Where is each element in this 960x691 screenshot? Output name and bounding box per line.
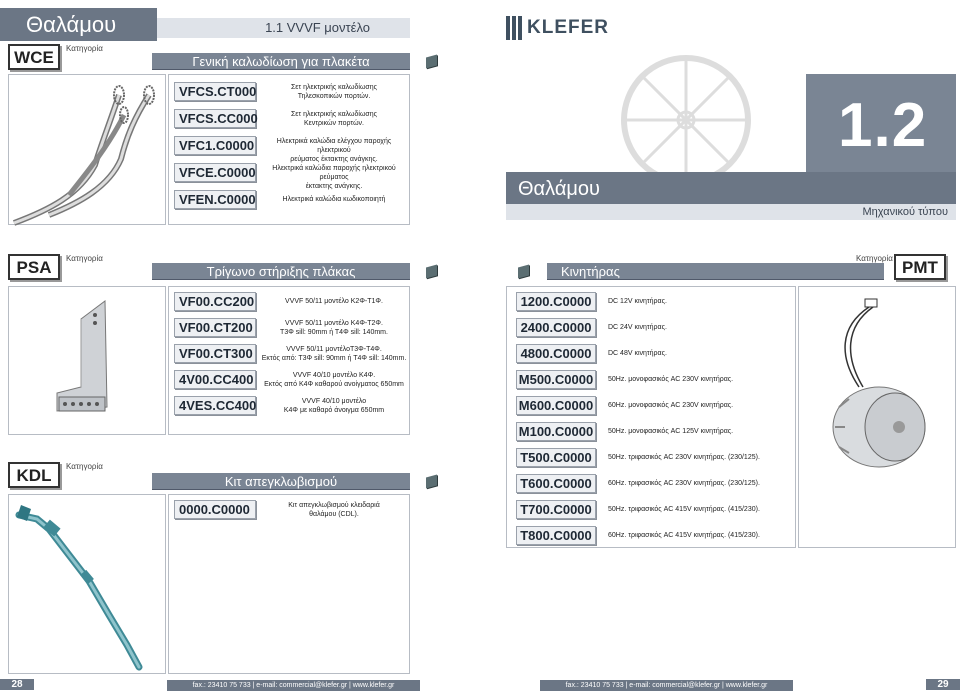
pmt-product-description xyxy=(608,453,788,462)
pmt-category-bar: Κινητήρας xyxy=(547,263,884,280)
pmt-product-description xyxy=(608,349,788,358)
description-line: Ηλεκτρικά καλώδια παροχής ηλεκτρικού ρεύματος xyxy=(272,165,396,181)
psa-product-description xyxy=(260,297,408,306)
description-line: DC 48V κινητήρας. xyxy=(608,350,667,357)
motor-icon xyxy=(799,287,957,549)
psa-product-description xyxy=(260,345,408,363)
right-page-title: Θαλάμου xyxy=(518,178,600,200)
pmt-product-description xyxy=(608,505,788,514)
wce-product-description xyxy=(260,110,408,128)
pmt-product-code: 2400.C0000 xyxy=(516,318,596,337)
wce-category-bar: Γενική καλωδίωση για πλακέτα xyxy=(152,53,410,70)
pmt-product-description xyxy=(608,375,788,384)
pmt-product-description xyxy=(608,531,788,540)
description-line: 60Hz. τριφασικός AC 415V κινητήρας. (415/230). xyxy=(608,532,760,539)
description-line: 50Hz. τριφασικός AC 415V κινητήρας. (415/230). xyxy=(608,506,760,513)
description-line: DC 12V κινητήρας. xyxy=(608,298,667,305)
wce-product-code: VFCS.CT000 xyxy=(174,82,256,101)
psa-product-description xyxy=(260,319,408,337)
description-line: θαλάμου (CDL). xyxy=(309,511,359,518)
wce-product-description xyxy=(260,137,408,164)
cube-icon xyxy=(426,55,437,69)
pmt-product-code: T700.C0000 xyxy=(516,500,596,519)
right-page-number: 29 xyxy=(926,679,960,690)
description-line: Ηλεκτρικά καλώδια ελέγχου παροχής ηλεκτρικού xyxy=(276,138,392,154)
kdl-list-panel xyxy=(168,494,410,674)
right-footer-contact: fax.: 23410 75 733 | e-mail: commercial@klefer.gr | www.klefer.gr xyxy=(540,680,793,691)
description-line: VVVF 50/11 μοντέλοΤ3Φ-Τ4Φ. xyxy=(286,346,382,353)
brand-name: KLEFER xyxy=(527,17,609,38)
pmt-badge: PMT xyxy=(894,254,946,280)
pmt-product-code: M100.C0000 xyxy=(516,422,596,441)
left-page-subtitle: 1.1 VVVF μοντέλο xyxy=(157,18,410,38)
cube-icon xyxy=(518,265,529,279)
kdl-category-bar: Κιτ απεγκλωβισμού xyxy=(152,473,410,490)
description-line: έκτακτης ανάγκης. xyxy=(305,183,363,190)
wce-product-code: VFC1.C0000 xyxy=(174,136,256,155)
cable-bundle-icon xyxy=(9,75,167,226)
kdl-image-panel xyxy=(8,494,166,674)
description-line: Σετ ηλεκτρικής καλωδίωσης xyxy=(290,84,377,91)
wce-product-code: VFEN.C0000 xyxy=(174,190,256,209)
pmt-product-code: M600.C0000 xyxy=(516,396,596,415)
psa-product-description xyxy=(260,397,408,415)
description-line: Τηλεσκοπικών πορτών. xyxy=(297,93,371,100)
pmt-product-description xyxy=(608,323,788,332)
description-line: VVVF 50/11 μοντέλο Κ2Φ-Τ1Φ. xyxy=(285,298,383,305)
description-line: Κ4Φ με καθαρό άνοιγμα 650mm xyxy=(283,407,385,414)
psa-badge: PSA xyxy=(8,254,60,280)
psa-product-code: VF00.CC200 xyxy=(174,292,256,311)
description-line: Τ3Φ sill: 90mm ή Τ4Φ sill: 140mm. xyxy=(280,329,388,336)
description-line: VVVF 40/10 μοντέλο Κ4Φ. xyxy=(292,372,376,379)
wce-image-panel xyxy=(8,74,166,225)
description-line: Κιτ απεγκλωβισμού κλειδαριά xyxy=(288,502,380,509)
wce-product-code: VFCS.CC000 xyxy=(174,109,256,128)
header-section-number: 1.2 xyxy=(838,91,928,160)
pmt-product-description xyxy=(608,401,788,410)
description-line: ρεύματος έκτακτης ανάγκης. xyxy=(290,156,378,163)
description-line: DC 24V κινητήρας. xyxy=(608,324,667,331)
kdl-product-description xyxy=(260,501,408,519)
wce-product-description xyxy=(260,83,408,101)
klefer-logo xyxy=(506,12,609,44)
klefer-logo-icon xyxy=(506,14,524,42)
psa-image-panel xyxy=(8,286,166,435)
pmt-product-description xyxy=(608,427,788,436)
support-triangle-icon xyxy=(9,287,167,436)
left-footer-contact: fax.: 23410 75 733 | e-mail: commercial@klefer.gr | www.klefer.gr xyxy=(167,680,420,691)
description-line: Ηλεκτρικά καλώδια κωδικοποιητή xyxy=(282,196,386,203)
cube-icon xyxy=(426,265,437,279)
wce-badge: WCE xyxy=(8,44,60,70)
release-key-icon xyxy=(9,495,167,675)
psa-category-bar: Τρίγωνο στήριξης πλάκας xyxy=(152,263,410,280)
description-line: Εκτός από: Τ3Φ sill: 90mm ή Τ4Φ sill: 140mm. xyxy=(261,355,407,362)
pmt-product-description xyxy=(608,297,788,306)
kdl-product-code: 0000.C0000 xyxy=(174,500,256,519)
wce-category-label: Κατηγορία xyxy=(66,44,103,53)
description-line: 50Hz. μονοφασικός AC 230V κινητήρας. xyxy=(608,376,734,383)
kdl-category-label: Κατηγορία xyxy=(66,462,103,471)
psa-product-code: 4V00.CC400 xyxy=(174,370,256,389)
description-line: 60Hz. τριφασικός AC 230V κινητήρας. (230/125). xyxy=(608,480,760,487)
pmt-image-panel xyxy=(798,286,956,548)
description-line: Εκτός από Κ4Φ καθαρού ανοίγματος 650mm xyxy=(264,381,404,388)
wce-product-code: VFCE.C0000 xyxy=(174,163,256,182)
description-line: VVVF 40/10 μοντέλο xyxy=(301,398,367,405)
description-line: 50Hz. μονοφασικός AC 125V κινητήρας. xyxy=(608,428,734,435)
pmt-product-code: T600.C0000 xyxy=(516,474,596,493)
description-line: 50Hz. τριφασικός AC 230V κινητήρας. (230/125). xyxy=(608,454,760,461)
description-line: Κεντρικών πορτών. xyxy=(304,120,364,127)
pmt-category-label: Κατηγορία xyxy=(856,254,893,263)
description-line: VVVF 50/11 μοντέλο Κ4Φ-Τ2Φ. xyxy=(285,320,383,327)
kdl-badge: KDL xyxy=(8,462,60,488)
wce-product-description xyxy=(260,195,408,204)
pmt-product-description xyxy=(608,479,788,488)
pmt-product-code: 4800.C0000 xyxy=(516,344,596,363)
pmt-product-code: M500.C0000 xyxy=(516,370,596,389)
right-page-subtitle: Μηχανικού τύπου xyxy=(506,204,956,220)
pmt-product-code: T800.C0000 xyxy=(516,526,596,545)
psa-product-code: VF00.CT300 xyxy=(174,344,256,363)
description-line: 60Hz. μονοφασικός AC 230V κινητήρας. xyxy=(608,402,734,409)
pmt-product-code: T500.C0000 xyxy=(516,448,596,467)
psa-product-code: 4VES.CC400 xyxy=(174,396,256,415)
psa-product-code: VF00.CT200 xyxy=(174,318,256,337)
cube-icon xyxy=(426,475,437,489)
left-page-number: 28 xyxy=(0,679,34,690)
description-line: Σετ ηλεκτρικής καλωδίωσης xyxy=(290,111,377,118)
wce-product-description xyxy=(260,164,408,191)
psa-product-description xyxy=(260,371,408,389)
pmt-product-code: 1200.C0000 xyxy=(516,292,596,311)
left-page-title: Θαλάμου xyxy=(0,8,157,41)
psa-category-label: Κατηγορία xyxy=(66,254,103,263)
